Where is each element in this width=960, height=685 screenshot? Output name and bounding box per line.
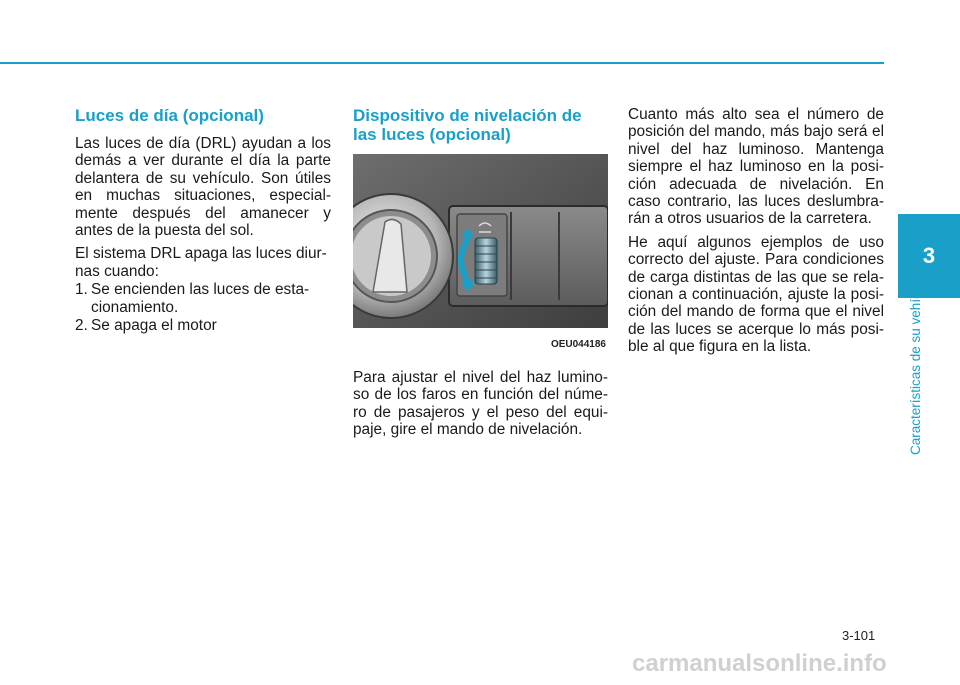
section-heading-leveling: Dispositivo de nivelación de las luces (opcional) — [353, 106, 582, 144]
leveling-wheel — [475, 238, 497, 284]
chapter-title-text: Características de su vehículo — [908, 274, 923, 455]
list-item-number: 1. — [75, 281, 88, 299]
column-middle — [353, 106, 608, 445]
header-rule — [0, 62, 884, 64]
drl-conditions-list — [75, 281, 331, 334]
paragraph-leveling-adjust: Para ajustar el nivel del haz lumino- so de los faros en función del núme- ro de pasajeros y el peso del equi- paje, gire el mando de nivelación. — [353, 369, 608, 439]
list-item-text: Se apaga el motor — [91, 317, 217, 335]
column-left — [75, 106, 331, 335]
list-item — [75, 281, 331, 316]
chapter-tab: 3 — [898, 214, 960, 298]
paragraph-examples: He aquí algunos ejemplos de uso correcto del ajuste. Para condiciones de carga distintas de las que se rela- cionan a continuación, ajuste la posi- ción del mando de forma que el nivel de las luces se acerque lo más posi- ble al que figura en la lista. — [628, 233, 884, 356]
paragraph-drl-off: El sistema DRL apaga las luces diur- nas cuando: — [75, 245, 327, 280]
paragraph-position-number: Cuanto más alto sea el número de posición del mando, más bajo será el nivel del haz luminoso. Mantenga siempre el haz luminoso en la posi- ción adecuada de nivelación. En caso contrario, las luces deslumbra- rán a otros usuarios de la carretera. — [628, 106, 884, 228]
list-item-text: Se encienden las luces de esta- cionamiento. — [91, 281, 310, 316]
column-right — [628, 106, 884, 362]
page-number: 3-101 — [842, 628, 876, 643]
list-item — [75, 317, 331, 334]
dashboard-illustration — [353, 154, 608, 355]
list-item-number: 2. — [75, 317, 88, 335]
leveling-knob-figure — [353, 154, 608, 355]
paragraph-drl-intro: Las luces de día (DRL) ayudan a los demás a ver durante el día la parte delantera de su vehículo. Son útiles en muchas situaciones, especial- mente después del amanecer y antes de la puesta del sol. — [75, 135, 331, 240]
watermark: carmanualsonline.info — [632, 650, 887, 677]
section-heading-drl: Luces de día (opcional) — [75, 106, 264, 125]
figure-code: OEU044186 — [550, 338, 606, 350]
